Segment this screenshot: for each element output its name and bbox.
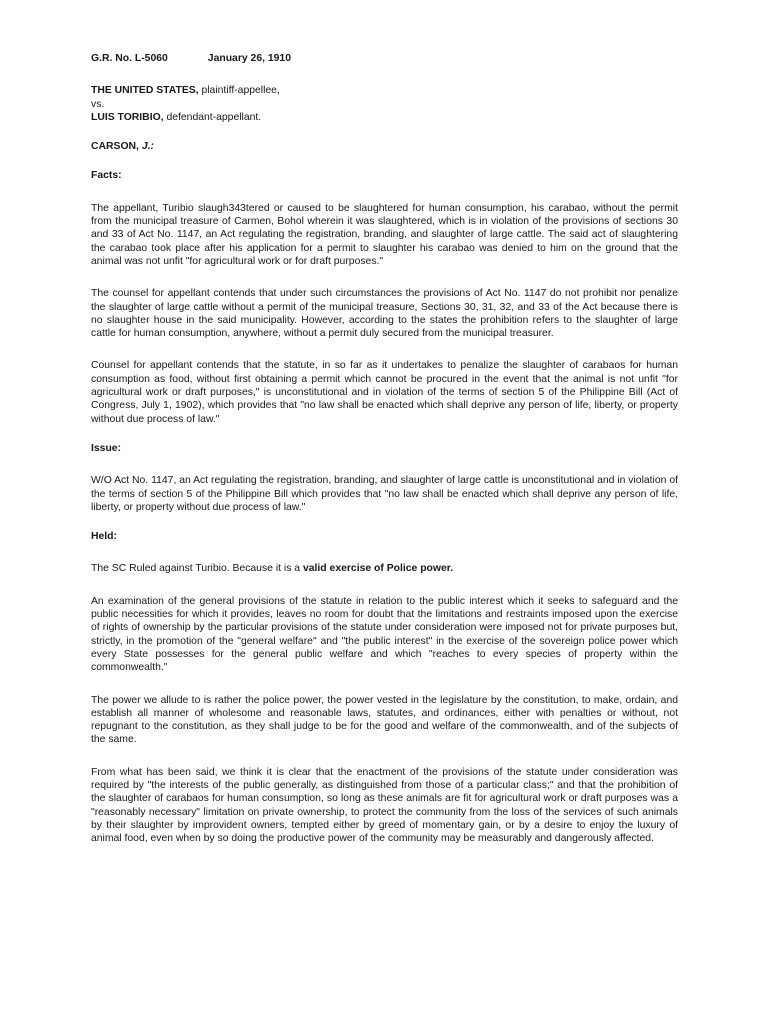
held-paragraph-1: An examination of the general provisions of the statute in relation to the public interest which it seeks to safeguard and the public necessities for which it provides, leaves no room for doubt that the limitations and restraints imposed upon the exercise of rights of ownership by the particular provisions of the statute under consideration were imposed not for private purposes but, strictly, in the promotion of the "general welfare" and "the public interest" in the exercise of the sovereign police power which every State possesses for the general public welfare and which "reaches to every species of property within the commonwealth."	[91, 595, 678, 674]
case-number: G.R. No. L-5060	[91, 53, 168, 64]
plaintiff-line	[91, 84, 678, 97]
facts-paragraph-2: The counsel for appellant contends that under such circumstances the provisions of Act No. 1147 do not prohibit nor penalize the slaughter of large cattle without a permit of the municipal treasure, Sections 30, 31, 32, and 33 of the Act because there is no slaughter house in the said municipality. However, according to the states the prohibition refers to the slaughter of large cattle for human consumption, anywhere, without a permit duly secured from the municipal treasurer.	[91, 288, 678, 340]
defendant-line	[91, 111, 678, 124]
judge-name: CARSON,	[91, 141, 142, 153]
defendant-role: defendant-appellant.	[166, 111, 262, 123]
facts-paragraph-1: The appellant, Turibio slaugh343tered or caused to be slaughtered for human consumption, his carabao, without the permit from the municipal treasure of Carmen, Bohol wherein it was slaughtered, which is in violation of the provisions of sections 30 and 33 of Act No. 1147, an Act regulating the registration, branding, and slaughter of large cattle. The said act of slaughtering the carabao took place after his application for a permit to slaughter his carabao was denied to him on the ground that the animal was not unfit "for agricultural work or for draft purposes."	[91, 202, 678, 267]
ruling-emphasis: valid exercise of Police power.	[302, 563, 454, 575]
issue-heading: Issue:	[91, 442, 122, 454]
case-header	[91, 52, 678, 65]
case-date: January 26, 1910	[207, 53, 291, 64]
plaintiff-role: plaintiff-appellee,	[201, 85, 280, 97]
held-ruling	[91, 562, 678, 575]
defendant-name: LUIS TORIBIO,	[91, 111, 164, 123]
facts-paragraph-3: Counsel for appellant contends that the statute, in so far as it undertakes to penalize the slaughter of carabaos for human consumption as food, without first obtaining a permit which cannot be procured in the event that the animal is not unfit "for agricultural work or draft purposes," is unconstitutional and in violation of the terms of section 5 of the Philippine Bill (Act of Congress, July 1, 1902), which provides that "no law shall be enacted which shall deprive any person of life, liberty, or property without due process of law."	[91, 360, 678, 425]
held-paragraph-3: From what has been said, we think it is clear that the enactment of the provisions of the statute under consideration was required by "the interests of the public generally, as distinguished from those of a particular class;" and that the prohibition of the slaughter of carabaos for human consumption, so long as these animals are fit for agricultural work or draft purposes was a "reasonably necessary" limitation on private ownership, to protect the community from the loss of the services of such animals by their slaughter by improvident owners, tempted either by greed of momentary gain, or by a desire to enjoy the luxury of animal food, even when by so doing the productive power of the community may be measurably and dangerously affected.	[91, 766, 678, 845]
ruling-text: The SC Ruled against Turibio. Because it is a	[91, 563, 303, 575]
held-heading: Held:	[91, 531, 117, 543]
judge-suffix: J.:	[141, 141, 154, 153]
facts-heading: Facts:	[91, 170, 122, 182]
ponente	[91, 140, 678, 153]
parties-block	[91, 84, 678, 124]
held-paragraph-2: The power we allude to is rather the police power, the power vested in the legislature by the constitution, to make, ordain, and establish all manner of wholesome and reasonable laws, statutes, and ordinances, either with penalties or without, not repugnant to the constitution, as they shall judge to be for the good and welfare of the commonwealth, and of the subjects of the same.	[91, 694, 678, 746]
issue-paragraph: W/O Act No. 1147, an Act regulating the registration, branding, and slaughter of large cattle is unconstitutional and in violation of the terms of section 5 of the Philippine Bill which provides that "no law shall be enacted which shall deprive any person of life, liberty, or property without due process of law."	[91, 475, 678, 513]
versus-line: vs.	[91, 98, 105, 110]
plaintiff-name: THE UNITED STATES,	[91, 85, 199, 97]
